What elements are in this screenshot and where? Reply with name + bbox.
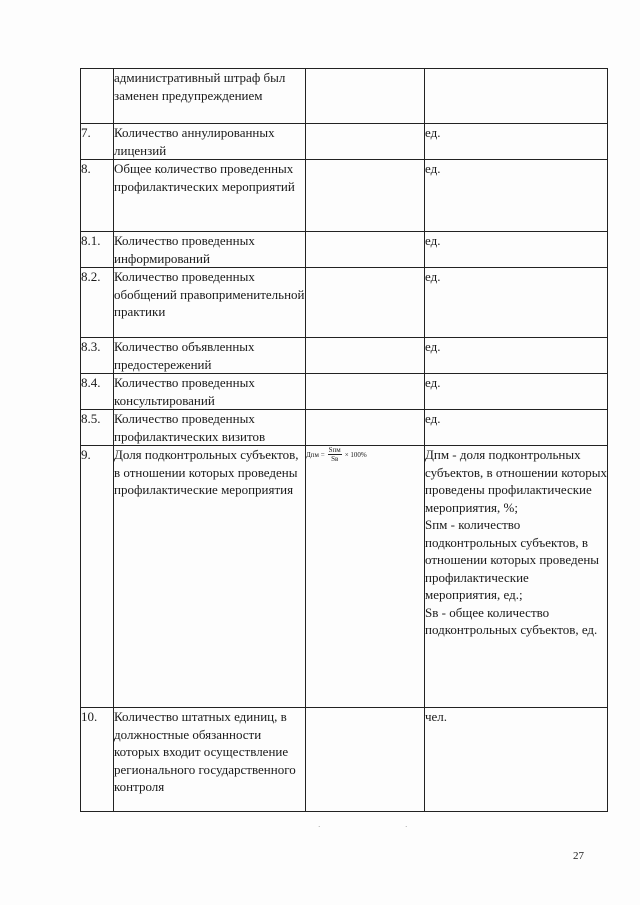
- indicator-name: Общее количество проведенных профилактических мероприятий: [114, 160, 306, 232]
- share-formula: [306, 446, 424, 463]
- indicator-unit: ед.: [425, 124, 608, 160]
- indicator-formula: [306, 232, 425, 268]
- indicator-name: Количество проведенных профилактических визитов: [114, 410, 306, 446]
- indicator-formula: [306, 446, 425, 708]
- table-row: [81, 708, 608, 812]
- formula-numerator: Sпм: [328, 446, 341, 454]
- indicator-formula: [306, 410, 425, 446]
- formula-rhs: × 100%: [344, 450, 367, 459]
- table-row: [81, 124, 608, 160]
- indicator-formula: [306, 268, 425, 338]
- row-number: 7.: [81, 124, 114, 160]
- page-number: 27: [573, 850, 584, 862]
- indicator-unit: ед.: [425, 232, 608, 268]
- unit-definition: Sпм - количество подконтрольных субъектов, в отношении которых проведены профилактические мероприятия, ед.;: [425, 517, 600, 602]
- indicator-formula: [306, 160, 425, 232]
- formula-lhs: Дпм =: [306, 450, 325, 459]
- table-row: [81, 410, 608, 446]
- indicator-unit: ед.: [425, 268, 608, 338]
- indicator-unit: ед.: [425, 410, 608, 446]
- table-row: [81, 446, 608, 708]
- row-number: 9.: [81, 446, 114, 708]
- scan-artifact: ·: [405, 823, 408, 831]
- row-number: 8.4.: [81, 374, 114, 410]
- indicator-formula: [306, 124, 425, 160]
- table-row: [81, 160, 608, 232]
- row-number: 8.1.: [81, 232, 114, 268]
- indicator-unit: [425, 69, 608, 124]
- indicator-name: административный штраф был заменен предупреждением: [114, 69, 306, 124]
- formula-denominator: Sв: [331, 455, 339, 463]
- indicator-formula: [306, 69, 425, 124]
- indicator-name: Доля подконтрольных субъектов, в отношении которых проведены профилактические мероприятия: [114, 446, 306, 708]
- row-number: 8.2.: [81, 268, 114, 338]
- indicator-name: Количество аннулированных лицензий: [114, 124, 306, 160]
- indicator-name: Количество проведенных информирований: [114, 232, 306, 268]
- table-row: [81, 338, 608, 374]
- indicator-name: Количество объявленных предостережений: [114, 338, 306, 374]
- row-number: [81, 69, 114, 124]
- table-row: [81, 268, 608, 338]
- indicator-unit: чел.: [425, 708, 608, 812]
- indicator-name: Количество проведенных консультирований: [114, 374, 306, 410]
- indicator-unit: [425, 446, 608, 708]
- table-row: [81, 232, 608, 268]
- row-number: 10.: [81, 708, 114, 812]
- row-number: 8.: [81, 160, 114, 232]
- indicator-unit: ед.: [425, 160, 608, 232]
- formula-fraction: [328, 446, 342, 463]
- indicator-formula: [306, 708, 425, 812]
- indicator-formula: [306, 338, 425, 374]
- indicators-table: [80, 68, 608, 812]
- indicator-unit: ед.: [425, 374, 608, 410]
- unit-definition: Sв - общее количество подконтрольных субъектов, ед.: [425, 604, 598, 637]
- row-number: 8.5.: [81, 410, 114, 446]
- unit-definition: Дпм - доля подконтрольных субъектов, в отношении которых проведены профилактические мероприятия, %;: [425, 447, 607, 515]
- scan-artifact: ·: [318, 823, 321, 831]
- indicator-formula: [306, 374, 425, 410]
- row-number: 8.3.: [81, 338, 114, 374]
- indicator-unit: ед.: [425, 338, 608, 374]
- table-row: [81, 69, 608, 124]
- indicator-name: Количество проведенных обобщений правоприменительной практики: [114, 268, 306, 338]
- table-row: [81, 374, 608, 410]
- indicator-name: Количество штатных единиц, в должностные обязанности которых входит осуществление регионального государственного контроля: [114, 708, 306, 812]
